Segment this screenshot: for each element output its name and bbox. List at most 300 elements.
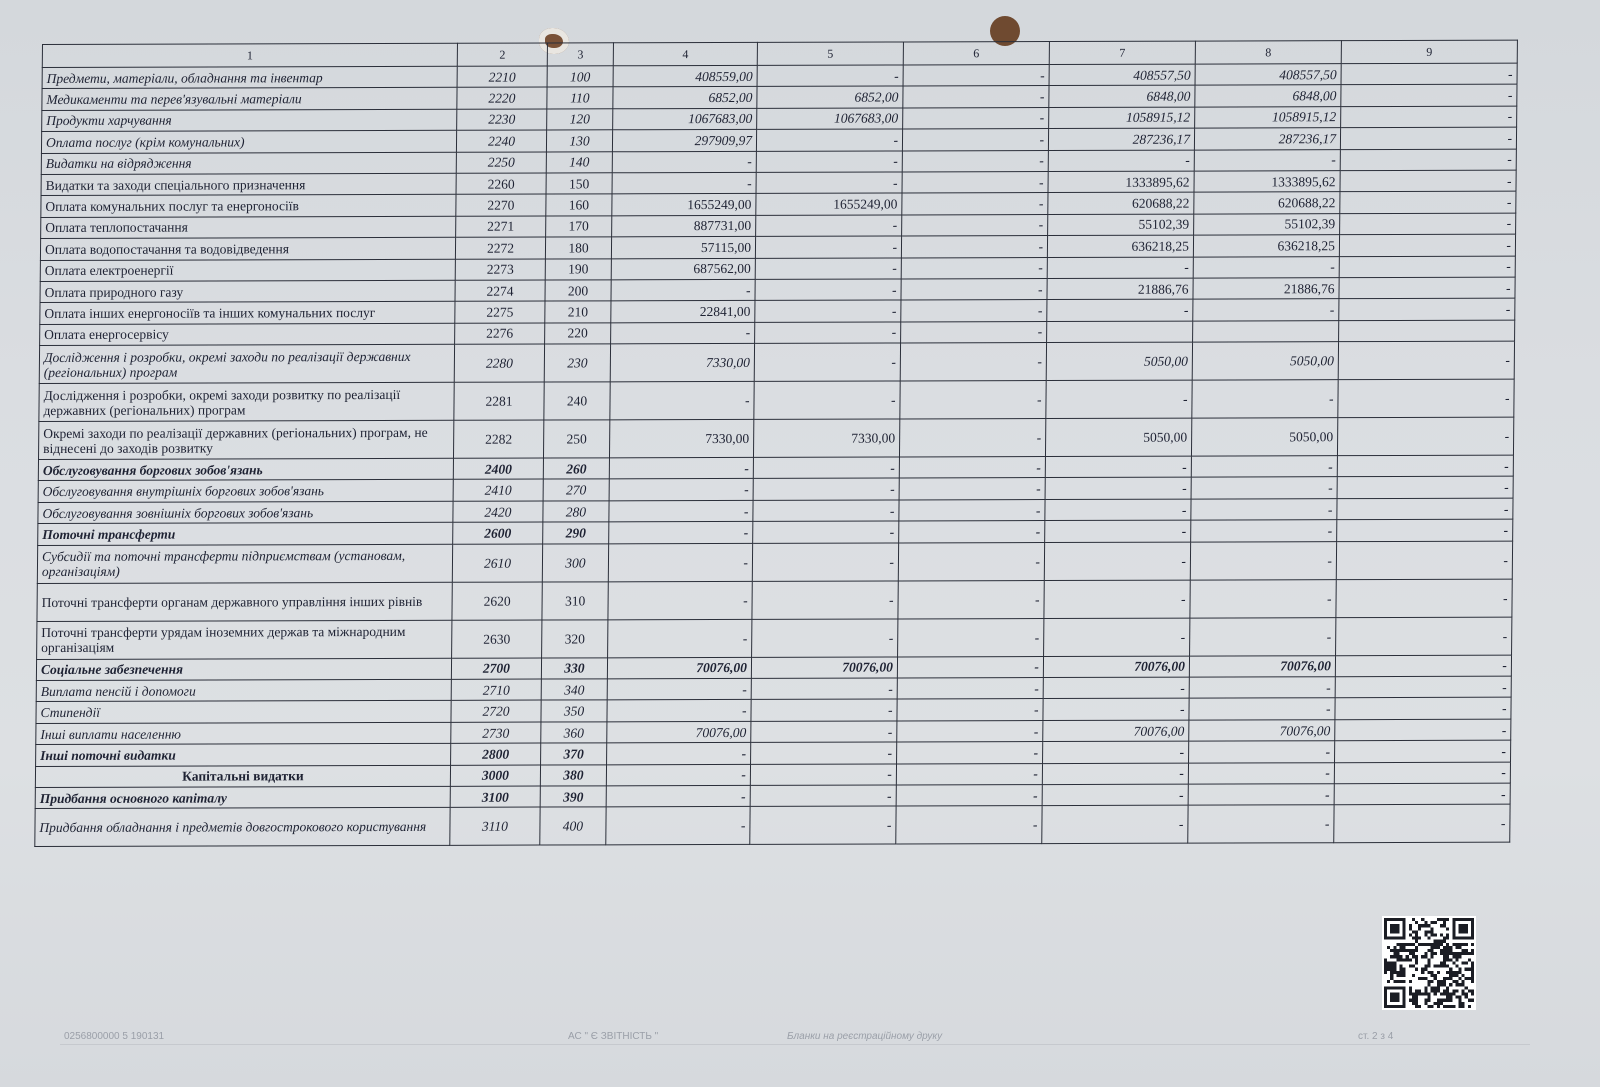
col-4-value: 1655249,00 — [612, 194, 756, 216]
line-code: 330 — [541, 657, 607, 679]
footer-divider — [60, 1044, 1530, 1045]
col-6-value: - — [899, 499, 1045, 521]
col-5-value: - — [751, 699, 897, 721]
col-8-value: - — [1188, 784, 1334, 806]
line-code: 180 — [545, 237, 611, 259]
col-7-value: 1058915,12 — [1049, 107, 1195, 129]
kekv-code: 2272 — [455, 237, 545, 259]
col-6-value: - — [901, 278, 1047, 300]
col-6-value: - — [899, 478, 1045, 500]
col-5-value: - — [750, 785, 896, 807]
col-8-value: 620688,22 — [1194, 192, 1340, 214]
row-name: Капітальні видатки — [35, 765, 450, 788]
line-code: 160 — [546, 194, 612, 216]
footer-note: Бланки на реєстраційному друку — [787, 1031, 943, 1042]
kekv-code: 2280 — [454, 344, 544, 382]
col-7-value: 21886,76 — [1047, 278, 1193, 300]
line-code: 240 — [544, 382, 610, 420]
row-name: Придбання обладнання і предметів довгострокового користування — [35, 808, 450, 847]
col-9-value: - — [1335, 740, 1511, 762]
col-8-value: - — [1189, 677, 1335, 699]
col-4-value: - — [607, 678, 751, 700]
row-name: Інші поточні видатки — [36, 744, 451, 767]
row-name: Придбання основного капіталу — [35, 786, 450, 809]
col-9-value: - — [1338, 379, 1514, 418]
col-6-value: - — [898, 542, 1044, 580]
col-9-value: - — [1341, 106, 1517, 128]
line-code: 190 — [545, 258, 611, 280]
col-9-value: - — [1341, 63, 1517, 85]
line-code: 390 — [540, 786, 606, 808]
col-8-value — [1193, 320, 1339, 342]
col-9-value: - — [1335, 698, 1511, 720]
col-6-value: - — [901, 300, 1047, 322]
col-8-value: - — [1193, 256, 1339, 278]
col-6-value: - — [901, 236, 1047, 258]
line-code: 100 — [547, 66, 613, 88]
row-name: Оплата теплопостачання — [41, 216, 456, 239]
col-6-value: - — [897, 720, 1043, 742]
col-5-value: - — [757, 65, 903, 87]
col-4-value: 70076,00 — [607, 721, 751, 743]
col-6-value: - — [901, 257, 1047, 279]
col-8-value: - — [1192, 380, 1338, 418]
col-5-value: - — [751, 742, 897, 764]
col-5-value: - — [753, 500, 899, 522]
col-5-value: - — [755, 322, 901, 344]
col-5-value: - — [756, 129, 902, 151]
kekv-code: 2281 — [454, 382, 544, 420]
table-row — [37, 541, 1512, 583]
col-5-value: - — [755, 300, 901, 322]
col-9-value: - — [1336, 579, 1512, 618]
line-code: 400 — [540, 807, 606, 845]
kekv-code: 2240 — [456, 130, 546, 152]
col-7-value: - — [1047, 257, 1193, 279]
col-6-value: - — [897, 656, 1043, 678]
col-7-value: 287236,17 — [1048, 128, 1194, 150]
header-cell: 6 — [903, 42, 1049, 65]
col-4-value: - — [609, 457, 753, 479]
row-name: Обслуговування зовнішніх боргових зобов'язань — [38, 501, 453, 524]
col-8-value: - — [1194, 149, 1340, 171]
col-4-value: 6852,00 — [613, 87, 757, 109]
col-5-value: - — [754, 381, 900, 419]
kekv-code: 2600 — [453, 522, 543, 544]
table-row — [37, 617, 1512, 659]
col-9-value: - — [1335, 719, 1511, 741]
col-4-value: - — [612, 172, 756, 194]
col-4-value: 22841,00 — [611, 301, 755, 323]
kekv-code: 3110 — [450, 807, 540, 845]
col-9-value: - — [1340, 213, 1516, 235]
qr-code — [1382, 916, 1476, 1010]
col-9-value: - — [1340, 127, 1516, 149]
row-name: Оплата енергосервісу — [40, 323, 455, 346]
col-5-value: 1067683,00 — [757, 108, 903, 130]
col-7-value: 1333895,62 — [1048, 171, 1194, 193]
col-7-value: - — [1045, 499, 1191, 521]
row-name: Субсидії та поточні трансферти підприємствам (установам, організаціям) — [37, 544, 452, 583]
col-4-value: 1067683,00 — [613, 108, 757, 130]
col-6-value: - — [902, 171, 1048, 193]
col-6-value: - — [898, 618, 1044, 656]
row-name: Оплата інших енергоносіїв та інших комунальних послуг — [40, 302, 455, 325]
kekv-code: 2274 — [455, 280, 545, 302]
header-cell: 5 — [757, 42, 903, 65]
col-5-value: - — [751, 721, 897, 743]
kekv-code: 2210 — [457, 66, 547, 88]
line-code: 270 — [543, 479, 609, 501]
kekv-code: 3000 — [450, 765, 540, 787]
line-code: 140 — [546, 151, 612, 173]
col-4-value: - — [607, 700, 751, 722]
col-7-value: - — [1043, 677, 1189, 699]
col-7-value: - — [1042, 806, 1188, 844]
col-9-value: - — [1334, 805, 1510, 844]
col-9-value: - — [1336, 541, 1512, 580]
col-8-value: - — [1189, 741, 1335, 763]
kekv-code: 2410 — [453, 480, 543, 502]
kekv-code: 2273 — [455, 259, 545, 281]
row-name: Продукти харчування — [42, 109, 457, 132]
col-4-value: - — [609, 500, 753, 522]
col-6-value: - — [901, 321, 1047, 343]
footer-doc-id: 0256800000 5 190131 — [64, 1031, 165, 1042]
row-name: Стипендії — [36, 701, 451, 724]
col-7-value: - — [1045, 456, 1191, 478]
line-code: 320 — [542, 619, 608, 657]
col-7-value: 70076,00 — [1043, 656, 1189, 678]
line-code: 380 — [540, 764, 606, 786]
kekv-code: 2610 — [452, 544, 542, 582]
col-8-value: - — [1191, 499, 1337, 521]
kekv-code: 2630 — [452, 620, 542, 658]
col-7-value: - — [1044, 580, 1190, 618]
col-5-value: - — [756, 172, 902, 194]
col-9-value: - — [1336, 617, 1512, 656]
kekv-code: 2282 — [453, 420, 543, 458]
col-9-value: - — [1337, 477, 1513, 499]
kekv-code: 2271 — [456, 216, 546, 238]
col-4-value: - — [609, 522, 753, 544]
kekv-code: 2420 — [453, 501, 543, 523]
line-code: 200 — [545, 280, 611, 302]
col-7-value: - — [1044, 618, 1190, 656]
kekv-code: 2700 — [451, 658, 541, 680]
col-6-value: - — [902, 214, 1048, 236]
line-code: 340 — [541, 679, 607, 701]
line-code: 300 — [542, 543, 608, 581]
col-9-value: - — [1339, 234, 1515, 256]
col-4-value: - — [609, 479, 753, 501]
col-9-value — [1339, 320, 1515, 342]
kekv-code: 2270 — [456, 194, 546, 216]
kekv-code: 2276 — [455, 323, 545, 345]
col-4-value: 887731,00 — [612, 215, 756, 237]
col-6-value: - — [900, 381, 1046, 419]
col-6-value: - — [903, 65, 1049, 87]
col-7-value: - — [1045, 520, 1191, 542]
col-6-value: - — [896, 806, 1042, 844]
col-5-value: - — [752, 581, 898, 619]
col-9-value: - — [1339, 256, 1515, 278]
col-4-value: 57115,00 — [611, 237, 755, 259]
row-name: Обслуговування боргових зобов'язань — [38, 458, 453, 481]
col-4-value: - — [608, 581, 752, 619]
line-code: 210 — [545, 301, 611, 323]
kekv-code: 3100 — [450, 786, 540, 808]
line-code: 350 — [541, 700, 607, 722]
table-row — [39, 341, 1514, 383]
table-row — [39, 417, 1514, 459]
col-4-value: - — [608, 619, 752, 657]
col-8-value: 287236,17 — [1194, 128, 1340, 150]
kekv-code: 2260 — [456, 173, 546, 195]
expenditure-table — [34, 40, 1518, 848]
col-8-value: 5050,00 — [1192, 342, 1338, 380]
col-9-value: - — [1337, 455, 1513, 477]
col-5-value: - — [756, 151, 902, 173]
col-9-value: - — [1340, 191, 1516, 213]
col-8-value: 408557,50 — [1195, 64, 1341, 86]
row-name: Дослідження і розробки, окремі заходи по реалізації державних (регіональних) програм — [39, 344, 454, 383]
col-8-value: 1058915,12 — [1195, 106, 1341, 128]
col-8-value: - — [1193, 299, 1339, 321]
col-4-value: 687562,00 — [611, 258, 755, 280]
col-7-value: - — [1042, 763, 1188, 785]
row-name: Інші виплати населенню — [36, 722, 451, 745]
row-name: Видатки та заходи спеціального призначення — [41, 173, 456, 196]
col-5-value: 70076,00 — [751, 657, 897, 679]
row-name: Оплата водопостачання та водовідведення — [40, 237, 455, 260]
report-table-sheet — [34, 40, 1518, 848]
col-8-value: - — [1191, 456, 1337, 478]
col-7-value: 620688,22 — [1048, 192, 1194, 214]
col-7-value: 55102,39 — [1048, 214, 1194, 236]
table-row — [39, 379, 1514, 421]
col-8-value: 636218,25 — [1193, 235, 1339, 257]
col-9-value: - — [1337, 519, 1513, 541]
col-6-value: - — [902, 150, 1048, 172]
col-4-value: - — [607, 743, 751, 765]
row-name: Оплата електроенергії — [40, 259, 455, 282]
line-code: 260 — [543, 458, 609, 480]
col-9-value: - — [1338, 341, 1514, 380]
col-4-value: - — [611, 322, 755, 344]
col-8-value: 5050,00 — [1191, 418, 1337, 456]
col-6-value: - — [897, 699, 1043, 721]
row-name: Поточні трансферти урядам іноземних держав та міжнародним організаціям — [37, 620, 452, 659]
col-4-value: 70076,00 — [607, 657, 751, 679]
col-7-value: - — [1043, 741, 1189, 763]
row-name: Поточні трансферти — [38, 523, 453, 546]
col-6-value: - — [896, 785, 1042, 807]
col-4-value: - — [610, 381, 754, 419]
col-9-value: - — [1337, 417, 1513, 456]
col-9-value: - — [1337, 498, 1513, 520]
col-9-value: - — [1340, 170, 1516, 192]
col-9-value: - — [1335, 676, 1511, 698]
col-8-value: - — [1191, 477, 1337, 499]
col-4-value: - — [606, 764, 750, 786]
kekv-code: 2720 — [451, 700, 541, 722]
kekv-code: 2230 — [457, 109, 547, 131]
col-7-value: - — [1048, 150, 1194, 172]
col-8-value: - — [1190, 617, 1336, 655]
col-5-value: - — [752, 543, 898, 581]
kekv-code: 2220 — [457, 87, 547, 109]
col-9-value: - — [1334, 762, 1510, 784]
row-name: Оплата послуг (крім комунальних) — [41, 130, 456, 153]
col-8-value: - — [1188, 762, 1334, 784]
col-6-value: - — [900, 343, 1046, 381]
header-cell: 1 — [42, 43, 457, 67]
line-code: 290 — [543, 522, 609, 544]
col-5-value: - — [750, 806, 896, 844]
header-cell: 4 — [613, 42, 757, 65]
col-5-value: - — [756, 215, 902, 237]
header-cell: 8 — [1195, 41, 1341, 64]
table-row — [35, 805, 1510, 847]
col-6-value: - — [896, 763, 1042, 785]
col-6-value: - — [903, 107, 1049, 129]
col-8-value: 70076,00 — [1189, 720, 1335, 742]
col-5-value: - — [755, 236, 901, 258]
col-4-value: 297909,97 — [612, 130, 756, 152]
col-7-value: 5050,00 — [1045, 418, 1191, 456]
col-9-value: - — [1339, 298, 1515, 320]
col-5-value: - — [750, 764, 896, 786]
line-code: 110 — [547, 87, 613, 109]
kekv-code: 2730 — [451, 722, 541, 744]
col-6-value: - — [897, 678, 1043, 700]
col-8-value: 6848,00 — [1195, 85, 1341, 107]
kekv-code: 2800 — [451, 743, 541, 765]
col-4-value: - — [611, 279, 755, 301]
col-8-value: - — [1190, 541, 1336, 579]
col-4-value: 7330,00 — [610, 343, 754, 381]
col-7-value: 5050,00 — [1046, 342, 1192, 380]
footer-page: ст. 2 з 4 — [1358, 1031, 1394, 1042]
table-row — [37, 579, 1512, 621]
col-7-value: 408557,50 — [1049, 64, 1195, 86]
col-4-value: - — [608, 543, 752, 581]
col-8-value: - — [1191, 520, 1337, 542]
row-name: Предмети, матеріали, обладнання та інвентар — [42, 66, 457, 89]
line-code: 130 — [546, 130, 612, 152]
col-7-value — [1047, 321, 1193, 343]
line-code: 360 — [541, 722, 607, 744]
line-code: 250 — [543, 420, 609, 458]
col-4-value: - — [606, 785, 750, 807]
col-4-value: - — [612, 151, 756, 173]
kekv-code: 2710 — [451, 679, 541, 701]
line-code: 310 — [542, 581, 608, 619]
col-6-value: - — [897, 742, 1043, 764]
line-code: 280 — [543, 501, 609, 523]
col-5-value: - — [753, 478, 899, 500]
row-name: Медикаменти та перев'язувальні матеріали — [42, 88, 457, 111]
col-7-value: - — [1046, 380, 1192, 418]
col-8-value: 1333895,62 — [1194, 171, 1340, 193]
col-8-value: 21886,76 — [1193, 278, 1339, 300]
col-6-value: - — [899, 419, 1045, 457]
col-5-value: - — [755, 279, 901, 301]
col-7-value: - — [1043, 699, 1189, 721]
col-5-value: 7330,00 — [753, 419, 899, 457]
row-name: Дослідження і розробки, окремі заходи розвитку по реалізації державних (регіональних) програм — [39, 382, 454, 421]
col-8-value: 70076,00 — [1189, 655, 1335, 677]
line-code: 170 — [546, 216, 612, 238]
col-9-value: - — [1341, 85, 1517, 107]
col-7-value: 636218,25 — [1047, 235, 1193, 257]
row-name: Обслуговування внутрішніх боргових зобов'язань — [38, 480, 453, 503]
header-cell: 3 — [547, 43, 613, 66]
col-5-value: 6852,00 — [757, 86, 903, 108]
col-5-value: - — [752, 619, 898, 657]
col-5-value: - — [753, 521, 899, 543]
col-5-value: - — [751, 678, 897, 700]
row-name: Оплата природного газу — [40, 280, 455, 303]
col-4-value: 408559,00 — [613, 65, 757, 87]
col-7-value: - — [1045, 478, 1191, 500]
col-6-value: - — [898, 580, 1044, 618]
line-code: 150 — [546, 173, 612, 195]
kekv-code: 2620 — [452, 582, 542, 620]
col-5-value: - — [753, 457, 899, 479]
col-7-value: 70076,00 — [1043, 720, 1189, 742]
kekv-code: 2275 — [455, 301, 545, 323]
line-code: 370 — [541, 743, 607, 765]
header-cell: 7 — [1049, 41, 1195, 64]
col-8-value: - — [1189, 698, 1335, 720]
col-9-value: - — [1339, 277, 1515, 299]
line-code: 230 — [544, 344, 610, 382]
col-9-value: - — [1335, 655, 1511, 677]
col-8-value: - — [1188, 805, 1334, 843]
header-cell: 9 — [1341, 40, 1517, 64]
col-6-value: - — [902, 129, 1048, 151]
header-cell: 2 — [457, 43, 547, 66]
col-9-value: - — [1334, 783, 1510, 805]
col-4-value: - — [606, 807, 750, 845]
col-8-value: 55102,39 — [1194, 213, 1340, 235]
col-5-value: 1655249,00 — [756, 193, 902, 215]
col-9-value: - — [1340, 149, 1516, 171]
col-6-value: - — [899, 521, 1045, 543]
col-7-value: - — [1044, 542, 1190, 580]
row-name: Окремі заходи по реалізації державних (регіональних) програм, не віднесені до заходів розвитку — [39, 420, 454, 459]
col-7-value: - — [1047, 299, 1193, 321]
line-code: 120 — [547, 109, 613, 131]
col-6-value: - — [903, 86, 1049, 108]
row-name: Видатки на відрядження — [41, 152, 456, 175]
col-8-value: - — [1190, 579, 1336, 617]
col-4-value: 7330,00 — [609, 419, 753, 457]
row-name: Оплата комунальних послуг та енергоносіїв — [41, 195, 456, 218]
col-6-value: - — [902, 193, 1048, 215]
col-6-value: - — [899, 457, 1045, 479]
col-5-value: - — [754, 343, 900, 381]
row-name: Соціальне забезпечення — [36, 658, 451, 681]
kekv-code: 2400 — [453, 458, 543, 480]
footer-system: АС " Є ЗВІТНІСТЬ " — [568, 1031, 659, 1042]
row-name: Виплата пенсій і допомоги — [36, 679, 451, 702]
col-5-value: - — [755, 257, 901, 279]
col-7-value: 6848,00 — [1049, 85, 1195, 107]
col-7-value: - — [1042, 784, 1188, 806]
